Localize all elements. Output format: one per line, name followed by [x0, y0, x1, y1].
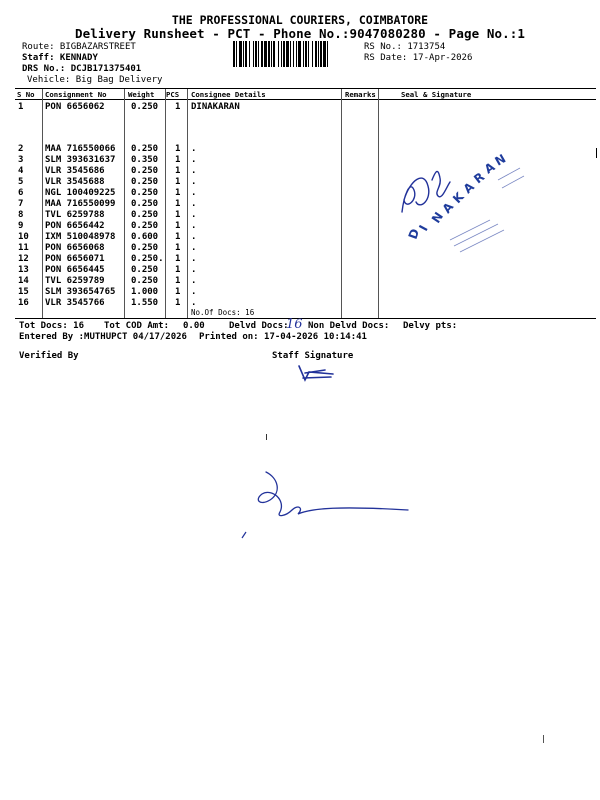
row-sno: 14 — [18, 276, 29, 286]
scan-mark — [266, 434, 267, 440]
row-weight: 0.600 — [131, 232, 159, 242]
row-sno: 15 — [18, 287, 29, 297]
row-sno: 3 — [18, 155, 24, 165]
row-pcs: 1 — [175, 102, 181, 112]
row-consignee-details: . — [191, 232, 197, 242]
col-header-seal: Seal & Signature — [401, 90, 472, 99]
row-weight: 0.250. — [131, 254, 164, 264]
row-consignment-no: MAA 716550066 — [45, 144, 116, 154]
row-consignment-no: VLR 3545688 — [45, 177, 105, 187]
row-pcs: 1 — [175, 254, 181, 264]
row-weight: 0.250 — [131, 210, 159, 220]
runsheet-title: Delivery Runsheet - PCT - Phone No.:9047080280 - Page No.:1 — [75, 26, 525, 41]
stamp-letter: K — [450, 189, 467, 207]
row-pcs: 1 — [175, 199, 181, 209]
row-sno: 11 — [18, 243, 29, 253]
row-sno: 10 — [18, 232, 29, 242]
staff-signature-mark — [295, 360, 340, 385]
no-of-docs: No.Of Docs: 16 — [191, 308, 255, 317]
table-row — [15, 276, 596, 287]
scan-mark — [543, 735, 544, 743]
row-pcs: 1 — [175, 232, 181, 242]
row-consignee-details: . — [191, 210, 197, 220]
verified-by-label: Verified By — [19, 351, 79, 361]
verifier-signature — [240, 460, 420, 540]
row-consignee-details: . — [191, 166, 197, 176]
row-consignee-details: . — [191, 287, 197, 297]
row-consignment-no: VLR 3545766 — [45, 298, 105, 308]
row-sno: 6 — [18, 188, 24, 198]
row-pcs: 1 — [175, 177, 181, 187]
row-weight: 0.350 — [131, 155, 159, 165]
row-consignment-no: SLM 393654765 — [45, 287, 116, 297]
row-sno: 4 — [18, 166, 24, 176]
row-consignment-no: TVL 6259788 — [45, 210, 105, 220]
row-consignment-no: PON 6656445 — [45, 265, 105, 275]
row-weight: 0.250 — [131, 265, 159, 275]
row-consignment-no: IXM 510048978 — [45, 232, 116, 242]
col-header-consignee: Consignee Details — [191, 90, 266, 99]
row-consignee-details: . — [191, 177, 197, 187]
stamp-letter: A — [439, 199, 457, 216]
company-name: THE PROFESSIONAL COURIERS, COIMBATORE — [171, 13, 429, 27]
entered-by: Entered By :MUTHUPCT 04/17/2026 — [19, 332, 187, 342]
row-pcs: 1 — [175, 144, 181, 154]
row-consignment-no: SLM 393631637 — [45, 155, 116, 165]
row-consignee-details: . — [191, 188, 197, 198]
row-consignment-no: MAA 716550099 — [45, 199, 116, 209]
row-pcs: 1 — [175, 155, 181, 165]
row-sno: 5 — [18, 177, 24, 187]
delivery-points-label: Delvy pts: — [403, 321, 458, 331]
scan-mark — [596, 148, 597, 158]
stamp-letter: R — [471, 169, 488, 187]
row-sno: 16 — [18, 298, 29, 308]
table-row — [15, 102, 596, 113]
row-consignment-no: VLR 3545686 — [45, 166, 105, 176]
route-label: Route: BIGBAZARSTREET — [22, 42, 136, 52]
row-consignee-details: . — [191, 155, 197, 165]
rs-date: RS Date: 17-Apr-2026 — [364, 53, 473, 63]
row-consignee-details: . — [191, 221, 197, 231]
drs-number: DRS No.: DCJB171375401 — [22, 64, 142, 74]
barcode-image — [233, 41, 361, 67]
row-consignee-details: . — [191, 144, 197, 154]
staff-label: Staff: KENNADY — [22, 53, 98, 63]
row-consignment-no: PON 6656062 — [45, 102, 105, 112]
row-consignee-details: DINAKARAN — [191, 102, 240, 112]
rs-number: RS No.: 1713754 — [364, 42, 446, 52]
row-weight: 0.250 — [131, 144, 159, 154]
col-header-pcs: PCS — [166, 90, 180, 99]
col-header-sno: S No — [17, 90, 35, 99]
row-pcs: 1 — [175, 243, 181, 253]
vehicle-label: Vehicle: Big Bag Delivery — [27, 75, 163, 85]
row-consignment-no: PON 6656442 — [45, 221, 105, 231]
total-docs: Tot Docs: 16 — [19, 321, 85, 331]
row-sno: 8 — [18, 210, 24, 220]
stamp-letter: N — [428, 209, 447, 226]
row-weight: 1.550 — [131, 298, 159, 308]
row-sno: 12 — [18, 254, 29, 264]
stamp-letter: N — [492, 151, 509, 169]
stamp-letter: D — [405, 226, 423, 242]
row-pcs: 1 — [175, 276, 181, 286]
row-weight: 0.250 — [131, 243, 159, 253]
delivered-docs-label: Delvd Docs: — [229, 321, 289, 331]
row-weight: 0.250 — [131, 102, 159, 112]
row-pcs: 1 — [175, 221, 181, 231]
staff-signature-label: Staff Signature — [272, 351, 354, 361]
stamp-letter: A — [460, 179, 477, 197]
row-sno: 2 — [18, 144, 24, 154]
col-header-remarks: Remarks — [345, 90, 376, 99]
row-consignment-no: NGL 100409225 — [45, 188, 116, 198]
row-pcs: 1 — [175, 166, 181, 176]
table-row — [15, 287, 596, 298]
col-header-consignment: Consignment No — [45, 90, 107, 99]
row-consignee-details: . — [191, 199, 197, 209]
row-pcs: 1 — [175, 210, 181, 220]
total-cod-value: 0.00 — [183, 321, 205, 331]
row-weight: 0.250 — [131, 276, 159, 286]
row-pcs: 1 — [175, 287, 181, 297]
row-sno: 13 — [18, 265, 29, 275]
row-pcs: 1 — [175, 298, 181, 308]
row-consignment-no: PON 6656071 — [45, 254, 105, 264]
row-consignee-details: . — [191, 254, 197, 264]
non-delivered-label: Non Delvd Docs: — [308, 321, 390, 331]
row-weight: 0.250 — [131, 166, 159, 176]
row-consignment-no: PON 6656068 — [45, 243, 105, 253]
total-cod-label: Tot COD Amt: — [104, 321, 170, 331]
row-weight: 1.000 — [131, 287, 159, 297]
table-row — [15, 298, 596, 309]
stamp-letter: A — [481, 159, 498, 177]
row-weight: 0.250 — [131, 221, 159, 231]
row-consignee-details: . — [191, 276, 197, 286]
stamp-letter: I — [416, 222, 431, 234]
row-sno: 1 — [18, 102, 24, 112]
consignee-stamp-signature — [380, 140, 540, 270]
delivered-count-handwritten: 16 — [286, 317, 303, 332]
row-consignee-details: . — [191, 243, 197, 253]
row-weight: 0.250 — [131, 199, 159, 209]
row-pcs: 1 — [175, 265, 181, 275]
row-weight: 0.250 — [131, 188, 159, 198]
row-consignee-details: . — [191, 265, 197, 275]
row-weight: 0.250 — [131, 177, 159, 187]
row-sno: 7 — [18, 199, 24, 209]
col-header-weight: Weight — [128, 90, 155, 99]
row-consignee-details: . — [191, 298, 197, 308]
row-pcs: 1 — [175, 188, 181, 198]
row-consignment-no: TVL 6259789 — [45, 276, 105, 286]
printed-on: Printed on: 17-04-2026 10:14:41 — [199, 332, 367, 342]
row-sno: 9 — [18, 221, 24, 231]
